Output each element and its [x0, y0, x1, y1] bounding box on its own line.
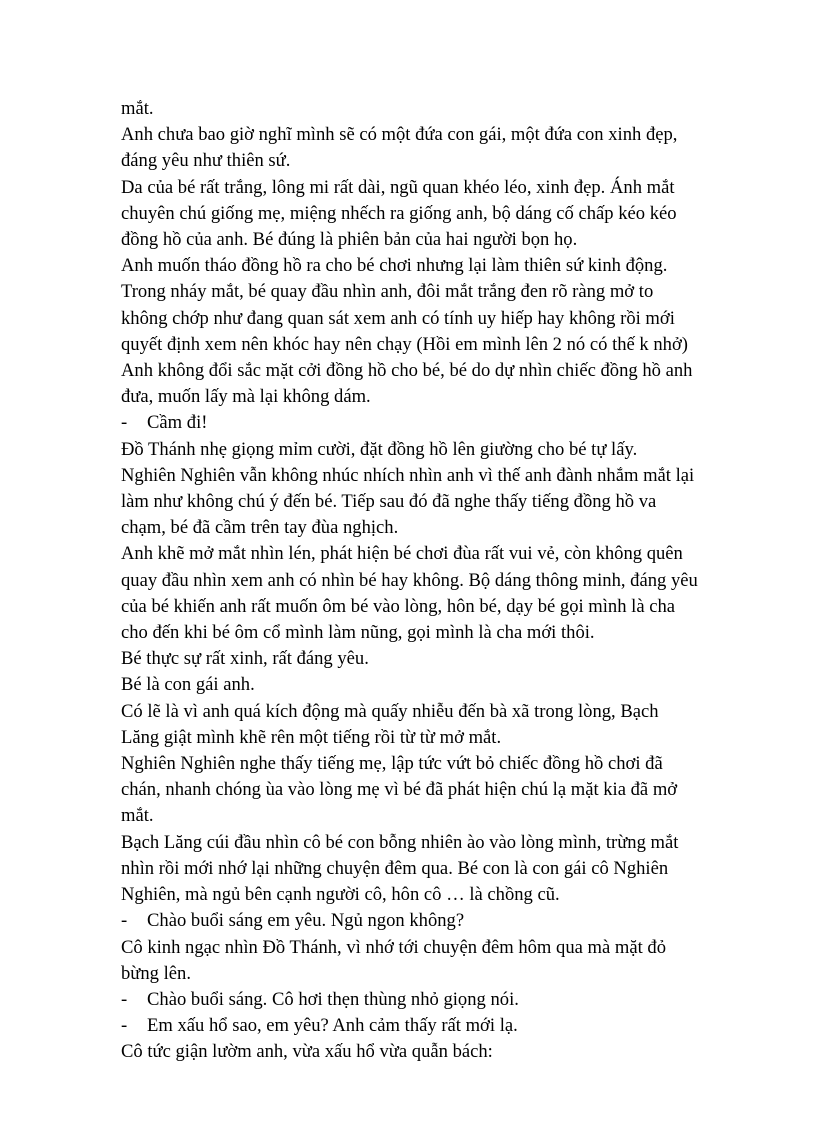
- paragraph: Anh khẽ mở mắt nhìn lén, phát hiện bé chơi đùa rất vui vẻ, còn không quên quay đầu nhìn xem anh có nhìn bé hay không. Bộ dáng thông minh, đáng yêu của bé khiến anh rất muốn ôm bé vào lòng, hôn bé, dạy bé gọi mình là cha cho đến khi bé ôm cổ mình làm nũng, gọi mình là cha mới thôi.: [121, 543, 698, 644]
- dialogue-line: [121, 1013, 701, 1039]
- dialogue-dash: -: [121, 1015, 128, 1037]
- paragraph: Nghiên Nghiên vẫn không nhúc nhích nhìn anh vì thế anh đành nhắm mắt lại làm như không chú ý đến bé. Tiếp sau đó đã nghe thấy tiếng đồng hồ va chạm, bé đã cầm trên tay đùa nghịch.: [121, 464, 695, 539]
- dialogue-text: Chào buổi sáng em yêu. Ngủ ngon không?: [147, 910, 465, 932]
- dialogue-text: Chào buổi sáng. Cô hơi thẹn thùng nhỏ giọng nói.: [147, 988, 519, 1010]
- paragraph: Cô kinh ngạc nhìn Đồ Thánh, vì nhớ tới chuyện đêm hôm qua mà mặt đỏ bừng lên.: [121, 936, 667, 984]
- paragraph: Bé thực sự rất xinh, rất đáng yêu.: [121, 648, 369, 670]
- paragraph: Anh muốn tháo đồng hồ ra cho bé chơi nhưng lại làm thiên sứ kinh động. Trong nháy mắt, bé quay đầu nhìn anh, đôi mắt trắng đen rõ ràng mở to không chớp như đang quan sát xem anh có tính uy hiếp hay không rồi mới quyết định xem nên khóc hay nên chạy (Hồi em mình lên 2 nó có thế k nhở): [121, 255, 688, 355]
- dialogue-dash: -: [121, 910, 128, 932]
- dialogue-dash: -: [121, 988, 128, 1010]
- paragraph: Bé là con gái anh.: [121, 674, 255, 696]
- paragraph: Anh không đổi sắc mặt cởi đồng hồ cho bé, bé do dự nhìn chiếc đồng hồ anh đưa, muốn lấy mà lại không dám.: [121, 360, 693, 408]
- paragraph: Da của bé rất trắng, lông mi rất dài, ngũ quan khéo léo, xinh đẹp. Ánh mắt chuyên chú giống mẹ, miệng nhếch ra giống anh, bộ dáng cố chấp kéo kéo đồng hồ của anh. Bé đúng là phiên bản của hai người bọn họ.: [121, 176, 677, 251]
- paragraph: Có lẽ là vì anh quá kích động mà quấy nhiễu đến bà xã trong lòng, Bạch Lăng giật mình khẽ rên một tiếng rồi từ từ mở mắt.: [121, 700, 659, 748]
- paragraph: mắt.: [121, 98, 154, 119]
- paragraph: Anh chưa bao giờ nghĩ mình sẽ có một đứa con gái, một đứa con xinh đẹp, đáng yêu như thiên sứ.: [121, 124, 678, 172]
- dialogue-line: [121, 987, 701, 1013]
- dialogue-text: Em xấu hổ sao, em yêu? Anh cảm thấy rất mới lạ.: [147, 1015, 518, 1037]
- dialogue-dash: -: [121, 412, 128, 434]
- paragraph: Nghiên Nghiên nghe thấy tiếng mẹ, lập tức vứt bỏ chiếc đồng hồ chơi đã chán, nhanh chóng ùa vào lòng mẹ vì bé đã phát hiện chú lạ mặt kia đã mở mắt.: [121, 753, 678, 827]
- paragraph: Cô tức giận lườm anh, vừa xấu hổ vừa quẫn bách:: [121, 1041, 493, 1063]
- dialogue-line: [121, 908, 701, 934]
- dialogue-text: Cầm đi!: [147, 412, 208, 434]
- paragraph: Bạch Lăng cúi đầu nhìn cô bé con bỗng nhiên ào vào lòng mình, trừng mắt nhìn rồi mới nhớ lại những chuyện đêm qua. Bé con là con gái cô Nghiên Nghiên, mà ngủ bên cạnh người cô, hôn cô … là chồng cũ.: [121, 831, 679, 906]
- document-page: [121, 96, 701, 1066]
- paragraph: Đồ Thánh nhẹ giọng mỉm cười, đặt đồng hồ lên giường cho bé tự lấy.: [121, 438, 638, 460]
- dialogue-line: [121, 410, 701, 436]
